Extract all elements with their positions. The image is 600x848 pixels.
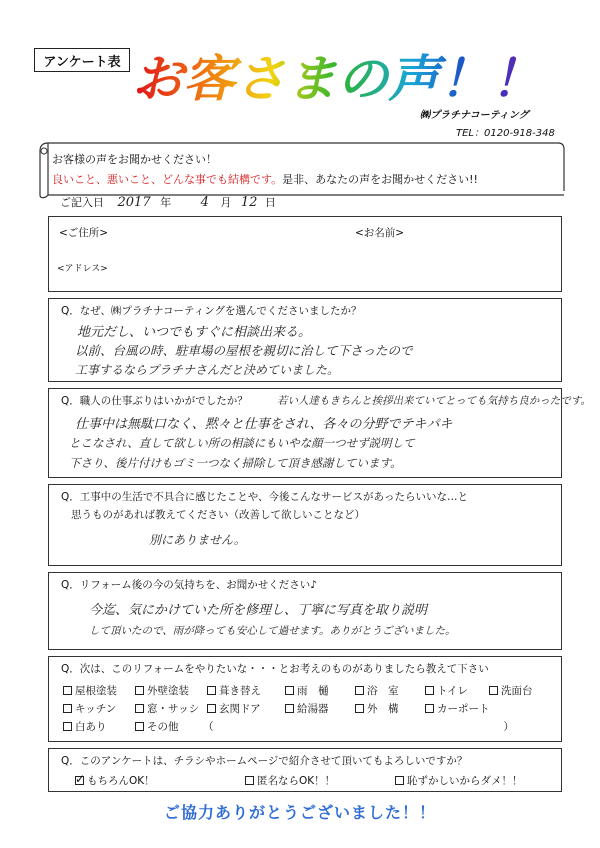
- q4-question: Q．リフォーム後の今の気持ちを、お聞かせください♪: [61, 579, 317, 591]
- date-month: 4: [200, 195, 209, 210]
- q1-answer-1: 地元だし、いつでもすぐに相談出来る。: [77, 325, 312, 340]
- checkbox[interactable]: [135, 686, 144, 695]
- date-month-unit: 月: [220, 196, 232, 209]
- checkbox[interactable]: [207, 704, 216, 713]
- intro-line-2: [52, 171, 478, 187]
- q5-option-label: 雨 樋: [297, 685, 329, 697]
- checkbox[interactable]: [285, 686, 294, 695]
- checkbox[interactable]: [285, 704, 294, 713]
- q1-answer-2: 以前、台風の時、駐車場の屋根を親切に治して下さったので: [75, 343, 413, 358]
- q5-question: Q．次は、このリフォームをやりたいな・・・とお考えのものがありましたら教えて下さい: [61, 663, 489, 675]
- q6-option-label: 匿名ならOK！！: [257, 775, 336, 787]
- checkbox[interactable]: [63, 722, 72, 731]
- q5-option[interactable]: [207, 701, 285, 716]
- rainbow-title: [128, 44, 548, 108]
- q2-answer-4: 下さり、後片付けもゴミ一つなく掃除して頂き感謝しています。: [69, 456, 402, 470]
- intro-highlight: 良いこと、悪いこと、どんな事でも結構です。: [52, 173, 283, 186]
- q4-box: [48, 572, 562, 650]
- q2-box: [48, 388, 591, 478]
- checkbox[interactable]: [395, 776, 404, 785]
- q5-option-label: 窓・サッシ: [147, 703, 200, 715]
- q3-question-line-2: 思うものがあれば教えてください（改善して欲しいことなど）: [71, 509, 365, 521]
- q6-box: [48, 748, 562, 792]
- q3-answer: 別にありません。: [149, 533, 246, 547]
- checkbox[interactable]: [135, 722, 144, 731]
- q5-row-3: [63, 719, 514, 734]
- q4-answer-2: して頂いたので、雨が降っても安心して過せます。ありがとうございました。: [89, 625, 456, 637]
- q5-option[interactable]: [425, 683, 489, 698]
- checkbox[interactable]: [135, 704, 144, 713]
- other-close-paren: ）: [503, 721, 514, 733]
- q5-row-2: [63, 701, 505, 716]
- q5-option[interactable]: [135, 683, 207, 698]
- q2-answer-1: 若い人達もきちんと挨拶出来ていてとっても気持ち良かったです。: [277, 395, 591, 407]
- q5-option[interactable]: [63, 719, 135, 734]
- checkbox[interactable]: [245, 776, 254, 785]
- q5-option-label: カーポート: [437, 703, 490, 715]
- date-day: 12: [240, 195, 258, 210]
- q5-option-label: キッチン: [75, 703, 117, 715]
- intro-line-1: お客様の声をお聞かせください！: [52, 153, 217, 166]
- q6-option-ok[interactable]: [75, 773, 245, 788]
- other-input[interactable]: [214, 719, 504, 734]
- company-tel: TEL：0120-918-348: [456, 128, 555, 139]
- entry-date: [60, 194, 276, 210]
- q5-option-label: 外 構: [367, 703, 399, 715]
- q6-option-no[interactable]: [395, 773, 555, 788]
- q1-question: Q．なぜ、㈱プラチナコーティングを選んでくださいましたか？: [61, 305, 362, 317]
- date-day-unit: 日: [264, 196, 276, 209]
- q5-option[interactable]: [63, 701, 135, 716]
- q5-option-label: 浴 室: [367, 685, 399, 697]
- q6-option-anonymous[interactable]: [245, 773, 395, 788]
- date-year-unit: 年: [160, 196, 172, 209]
- q6-option-label: もちろんOK！: [87, 775, 155, 787]
- q5-option[interactable]: [355, 683, 425, 698]
- q3-question-line-1: Q．工事中の生活で不具合に感じたことや、今後こんなサービスがあったらいいな…と: [61, 491, 468, 503]
- checkbox[interactable]: [355, 686, 364, 695]
- other-open-paren: （: [203, 721, 214, 733]
- checkbox[interactable]: [425, 686, 434, 695]
- intro-scroll: [38, 141, 566, 199]
- q5-option-label: その他: [147, 721, 179, 733]
- q5-option-label: 洗面台: [501, 685, 533, 697]
- q5-option-label: 給湯器: [297, 703, 329, 715]
- q5-option[interactable]: [285, 683, 355, 698]
- date-year: 2017: [117, 195, 151, 210]
- checkbox[interactable]: [63, 704, 72, 713]
- q5-option[interactable]: [135, 719, 195, 734]
- checkbox-checked[interactable]: [75, 776, 84, 785]
- q2-answer-2: 仕事中は無駄口なく、黙々と仕事をされ、各々の分野でテキパキ: [75, 417, 453, 432]
- q5-option[interactable]: [425, 701, 505, 716]
- q5-option-label: 白あり: [75, 721, 107, 733]
- q1-answer-3: 工事するならプラチナさんだと決めていました。: [75, 363, 340, 377]
- q4-answer-1: 今迄、気にかけていた所を修理し、丁寧に写真を取り説明: [89, 603, 428, 618]
- q5-option[interactable]: [207, 683, 285, 698]
- q5-option[interactable]: [355, 701, 425, 716]
- q5-option[interactable]: [489, 683, 555, 698]
- q5-option[interactable]: [135, 701, 207, 716]
- checkbox[interactable]: [355, 704, 364, 713]
- survey-tag: アンケート表: [34, 48, 130, 72]
- q1-box: [48, 298, 562, 382]
- q5-box: [48, 656, 562, 742]
- checkbox[interactable]: [207, 686, 216, 695]
- date-label: ご記入日: [60, 196, 104, 209]
- q2-question: Q．職人の仕事ぶりはいかがでしたか？: [61, 395, 248, 407]
- title-text: お客さまの声！！: [132, 50, 542, 108]
- page-title: [128, 44, 548, 108]
- q6-options: [75, 773, 555, 788]
- q5-option-label: 玄関ドア: [219, 703, 261, 715]
- q5-option[interactable]: [63, 683, 135, 698]
- customer-info-box: [48, 216, 562, 292]
- q2-answer-3: とこなされ、直して欲しい所の相談にもいやな顔一つせず説明して: [69, 436, 415, 450]
- scroll-frame: [38, 141, 566, 199]
- q6-question: Q．このアンケートは、チラシやホームページで紹介させて頂いてもよろしいですか？: [61, 755, 468, 767]
- address-label: <ご住所>: [59, 227, 109, 239]
- checkbox[interactable]: [425, 704, 434, 713]
- q5-option-label: 屋根塗装: [75, 685, 117, 697]
- q5-option-label: 葺き替え: [219, 685, 261, 697]
- company-name: ㈱プラチナコーティング: [420, 110, 529, 121]
- q3-box: [48, 484, 562, 566]
- q5-option-label: 外壁塗装: [147, 685, 189, 697]
- q6-option-label: 恥ずかしいからダメ！！: [407, 775, 523, 787]
- footer-thanks: ご協力ありがとうございました！！: [163, 803, 436, 822]
- email-label: <アドレス>: [57, 264, 108, 274]
- q5-option-label: トイレ: [437, 685, 468, 697]
- q5-row-1: [63, 683, 555, 698]
- intro-request: 是非、あなたの声をお聞かせください!!: [282, 173, 478, 186]
- checkbox[interactable]: [489, 686, 498, 695]
- name-label: <お名前>: [355, 227, 405, 239]
- checkbox[interactable]: [63, 686, 72, 695]
- q5-option[interactable]: [285, 701, 355, 716]
